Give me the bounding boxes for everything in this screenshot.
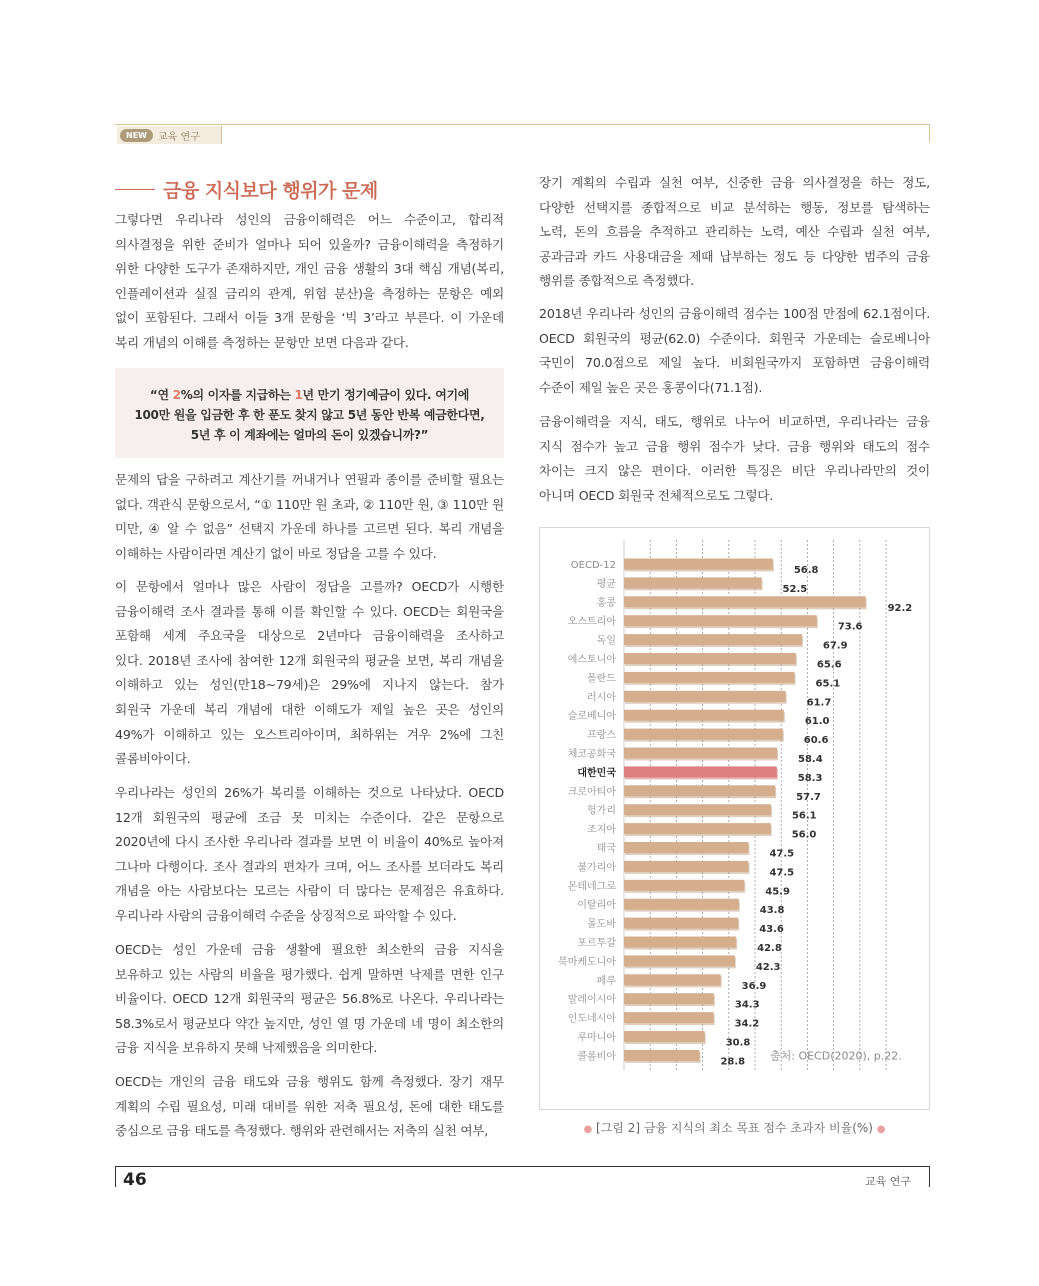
footer-rule [115, 1166, 930, 1167]
value-label: 42.8 [757, 943, 782, 954]
value-label: 61.7 [806, 697, 832, 709]
category-label: 몬테네그로 [567, 881, 616, 893]
bar [624, 955, 735, 966]
value-label: 58.4 [798, 754, 823, 765]
bar [624, 748, 777, 759]
paragraph-line: 49%가 이해하고 있는 오스트리아이며, 최하위는 겨우 2%에 그친 [115, 726, 504, 742]
quote-line-2: 100만 원을 입금한 후 한 푼도 찾지 않고 5년 동안 반복 예금한다면, [134, 408, 485, 422]
section-heading [115, 176, 378, 203]
bar [624, 918, 738, 929]
right-paragraph-2 [539, 302, 930, 400]
value-label: 36.9 [741, 980, 767, 992]
bar-chart [540, 528, 929, 1109]
category-label: 인도네시아 [567, 1013, 616, 1025]
paragraph-line: OECD는 성인 가운데 금융 생활에 필요한 최소한의 금융 지식을 [115, 942, 504, 957]
category-label: 북마케도니아 [558, 956, 616, 968]
category-label: 불가리아 [577, 862, 616, 874]
quote-line-1 [115, 385, 504, 405]
paragraph-line: OECD는 개인의 금융 태도와 금융 행위도 함께 측정했다. 장기 재무 [115, 1074, 504, 1089]
caption-bullet-icon: ● [583, 1124, 593, 1135]
paragraph-line: 2018년 우리나라 성인의 금융이해력 점수는 100점 만점에 62.1점이다. [539, 306, 930, 321]
paragraph-line: 복리 개념의 이해를 측정하는 문항만 보면 다음과 같다. [115, 334, 409, 350]
caption-bullet-icon: ● [876, 1124, 886, 1135]
category-label: 평균 [596, 578, 616, 590]
value-label: 65.6 [816, 659, 842, 671]
value-label: 52.5 [782, 583, 808, 595]
paragraph-line: 공과금과 카드 사용대금을 제때 납부하는 정도 등 다양한 범주의 금융 [539, 248, 930, 264]
category-label: 체코공화국 [567, 749, 616, 760]
paragraph-line: 장기 계획의 수립과 실천 여부, 신중한 금융 의사결정을 하는 정도, [539, 175, 930, 190]
paragraph-line: 의사결정을 위한 준비가 얼마나 되어 있을까? 금융이해력을 측정하기 [115, 236, 504, 252]
paragraph-line: 계획의 수립 필요성, 미래 대비를 위한 저축 필요성, 돈에 대한 태도를 [115, 1098, 504, 1114]
paragraph-line: 노력, 돈의 흐름을 추적하고 관리하는 노력, 예산 수립과 실천 여부, [539, 224, 930, 240]
value-label: 43.8 [759, 905, 785, 917]
bar [624, 993, 714, 1004]
paragraph-line: 중심으로 금융 태도를 측정했다. 행위와 관련해서는 저축의 실천 여부, [115, 1123, 489, 1139]
paragraph-line: 차이는 크지 않은 편이다. 이러한 특징은 비단 우리나라만의 것이 [539, 463, 930, 479]
paragraph-line: 우리나라 사람의 금융이해력 수준을 상징적으로 파악할 수 있다. [115, 907, 457, 923]
left-paragraph-2 [115, 468, 504, 566]
category-label: 포르투갈 [577, 938, 616, 949]
left-paragraph-1 [115, 208, 504, 356]
category-label: 오스트리아 [567, 616, 616, 628]
value-label: 65.1 [815, 678, 841, 690]
bar [624, 804, 771, 815]
bar [624, 1012, 714, 1023]
value-label: 56.8 [793, 565, 819, 576]
paragraph-line: 지식 점수가 높고 금융 행위 점수가 낮다. 금융 행위와 태도의 점수 [539, 438, 930, 454]
value-label: 45.9 [765, 886, 790, 898]
category-label: 태국 [596, 843, 616, 855]
category-label: 콜롬비아 [577, 1051, 616, 1063]
paragraph-line: 금융 지식을 보유하지 못해 낙제했음을 의미한다. [115, 1040, 378, 1056]
value-label: 56.1 [791, 810, 817, 822]
bar [624, 634, 802, 645]
paragraph-line: 이해하는 사람이라면 계산기 없이 바로 정답을 고를 수 있다. [115, 545, 437, 561]
left-paragraph-5 [115, 938, 504, 1061]
bar [624, 937, 736, 948]
quote-highlight: 2 [172, 388, 181, 402]
bar [624, 1031, 705, 1042]
category-label: 홍콩 [596, 597, 616, 609]
value-label: 47.5 [769, 867, 795, 879]
bar [624, 615, 817, 626]
new-badge: NEW [120, 129, 153, 142]
header-rule-end [929, 124, 930, 142]
value-label: 58.3 [797, 772, 823, 784]
value-label: 57.7 [796, 791, 821, 803]
value-label: 56.0 [791, 829, 817, 841]
right-paragraph-3 [539, 410, 930, 508]
paragraph-line: 문제의 답을 구하려고 계산기를 꺼내거나 연필과 종이를 준비할 필요는 [115, 472, 504, 487]
left-paragraph-6 [115, 1070, 504, 1144]
left-paragraph-3 [115, 575, 504, 772]
paragraph-line: 다양한 선택지를 종합적으로 비교 분석하는 행동, 정보를 탐색하는 [539, 199, 930, 215]
header-rule [115, 124, 930, 125]
footer-tick-left [115, 1166, 116, 1187]
page-number: 46 [123, 1170, 147, 1190]
category-label: 루마니아 [577, 1032, 616, 1044]
bar [624, 785, 775, 796]
bar [624, 823, 771, 834]
value-label: 73.6 [837, 621, 863, 633]
category-label: 슬로베니아 [567, 711, 616, 723]
paragraph-line: 그렇다면 우리나라 성인의 금융이해력은 어느 수준이고, 합리적 [115, 212, 504, 227]
value-label: 30.8 [725, 1037, 751, 1049]
bar [624, 710, 784, 721]
section-tag [117, 126, 221, 144]
paragraph-line: 금융이해력을 지식, 태도, 행위로 나누어 비교하면, 우리나라는 금융 [539, 414, 930, 429]
paragraph-line: 없이 포함된다. 그래서 이들 3개 문항을 ‘빅 3’라고 부른다. 이 가운데 [115, 310, 504, 326]
paragraph-line: 이 문항에서 얼마나 많은 사람이 정답을 고를까? OECD가 시행한 [115, 579, 504, 594]
bar [624, 1050, 699, 1061]
paragraph-line: 미만, ④ 알 수 없음” 선택지 가운데 하나를 고르면 된다. 복리 개념을 [115, 521, 504, 537]
paragraph-line: 2020년에 다시 조사한 우리나라 결과를 보면 이 비율이 40%로 높아져 [115, 834, 504, 850]
value-label: 47.5 [769, 848, 795, 860]
bar [624, 974, 721, 985]
paragraph-line: 국민이 70.0점으로 제일 높다. 비회원국까지 포함하면 금융이해력 [539, 355, 930, 371]
paragraph-line: 우리나라는 성인의 26%가 복리를 이해하는 것으로 나타났다. OECD [115, 785, 504, 800]
paragraph-line: 행위를 종합적으로 측정했다. [539, 273, 694, 289]
category-label: 폴란드 [587, 673, 616, 685]
paragraph-line: 금융이해력 조사 결과를 통해 이를 확인할 수 있다. OECD는 회원국을 [115, 603, 504, 619]
paragraph-line: 아니며 OECD 회원국 전체적으로도 그렇다. [539, 487, 774, 503]
paragraph-line: 이해하고 있는 성인(만18∼79세)은 29%에 지나지 않는다. 참가 [115, 677, 504, 693]
value-label: 42.3 [755, 961, 781, 973]
heading-rule [115, 189, 155, 190]
bar [624, 880, 744, 891]
category-label: OECD-12 [570, 560, 616, 571]
category-label: 에스토니아 [567, 654, 616, 666]
quote-highlight: 1 [294, 388, 303, 402]
category-label: 몰도바 [587, 919, 616, 931]
paragraph-line: 있다. 2018년 조사에 참여한 12개 회원국의 평균을 보면, 복리 개념을 [115, 652, 504, 668]
category-label: 러시아 [587, 692, 616, 704]
value-label: 60.6 [803, 735, 829, 747]
bar [624, 842, 748, 853]
paragraph-line: 위한 다양한 도구가 존재하지만, 개인 금융 생활의 3대 핵심 개념(복리, [115, 261, 504, 277]
category-label: 페루 [596, 975, 616, 987]
paragraph-line: 인플레이션과 실질 금리의 관계, 위험 분산)을 측정하는 문항은 예외 [115, 285, 504, 301]
value-label: 92.2 [887, 602, 913, 614]
bar [624, 729, 783, 740]
paragraph-line: 12개 회원국의 평균에 조금 못 미치는 수준이다. 같은 문항으로 [115, 809, 504, 825]
value-label: 34.2 [734, 1018, 760, 1030]
paragraph-line: 포함해 세계 주요국을 대상으로 2년마다 금융이해력을 조사하고 [115, 628, 504, 644]
category-label: 프랑스 [587, 730, 616, 742]
category-label: 헝가리 [587, 805, 616, 817]
bar [624, 596, 866, 607]
bar [624, 691, 786, 702]
category-label: 크로아티아 [567, 786, 616, 798]
quote-text: 년 만기 정기예금이 있다. 여기에 [302, 388, 470, 402]
quote-text: %의 이자를 지급하는 [180, 388, 295, 402]
chart-caption [539, 1119, 930, 1136]
paragraph-line: 콜롬비아이다. [115, 751, 191, 767]
right-paragraph-1 [539, 171, 930, 294]
category-label: 이탈리아 [577, 900, 616, 912]
category-label: 말레이시아 [567, 994, 616, 1006]
chart-title: [그림 2] 금융 지식의 최소 목표 점수 초과자 비율(%) [596, 1121, 873, 1135]
footer-tick-right [929, 1166, 930, 1187]
footer-title: 교육 연구 [865, 1175, 912, 1188]
category-label: 조지아 [587, 824, 616, 836]
bar [624, 653, 796, 664]
value-label: 61.0 [804, 716, 830, 728]
paragraph-line: 수준이 제일 높은 곳은 홍콩이다(71.1점). [539, 379, 763, 395]
paragraph-line: 비율이다. OECD 12개 회원국의 평균은 56.8%로 나온다. 우리나라는 [115, 991, 504, 1007]
quote-line-3: 5년 후 이 계좌에는 얼마의 돈이 있겠습니까?” [190, 428, 429, 442]
paragraph-line: 58.3%로서 평균보다 약간 높지만, 성인 열 명 가운데 네 명이 최소한의 [115, 1015, 504, 1031]
tag-divider [221, 126, 222, 144]
value-label: 43.6 [759, 924, 784, 936]
quote-text: “연 [149, 388, 173, 402]
chart-source: 출처: OECD(2020), p.22. [770, 1049, 902, 1063]
paragraph-line: 보유하고 있는 사람의 비율을 평가했다. 쉽게 말하면 낙제를 면한 인구 [115, 966, 504, 982]
paragraph-line: OECD 회원국의 평균(62.0) 수준이다. 회원국 가운데는 슬로베니아 [539, 330, 930, 346]
chart-frame [539, 527, 930, 1110]
bar [624, 861, 748, 872]
bar [624, 899, 739, 910]
paragraph-line: 회원국 가운데 복리 개념에 대한 이해도가 제일 높은 곳은 성인의 [115, 701, 504, 717]
bar [624, 766, 777, 777]
category-label: 독일 [596, 635, 616, 647]
bar [624, 672, 795, 683]
quote-box [115, 368, 504, 458]
paragraph-line: 없다. 객관식 문항으로서, “① 110만 원 초과, ② 110만 원, ③ 110만 원 [115, 496, 504, 512]
paragraph-line: 개념을 아는 사람보다는 모르는 사람이 더 많다는 문제점은 유효하다. [115, 883, 504, 899]
paragraph-line: 그나마 다행이다. 조사 결과의 편차가 크며, 어느 조사를 보더라도 복리 [115, 858, 504, 874]
heading-text: 금융 지식보다 행위가 문제 [163, 180, 378, 202]
section-label: 교육 연구 [157, 131, 200, 143]
left-paragraph-4 [115, 781, 504, 929]
value-label: 28.8 [720, 1056, 746, 1068]
bar [624, 559, 773, 570]
value-label: 34.3 [734, 999, 760, 1011]
bar [624, 577, 762, 588]
value-label: 67.9 [822, 640, 848, 652]
category-label: 대한민국 [577, 767, 616, 779]
